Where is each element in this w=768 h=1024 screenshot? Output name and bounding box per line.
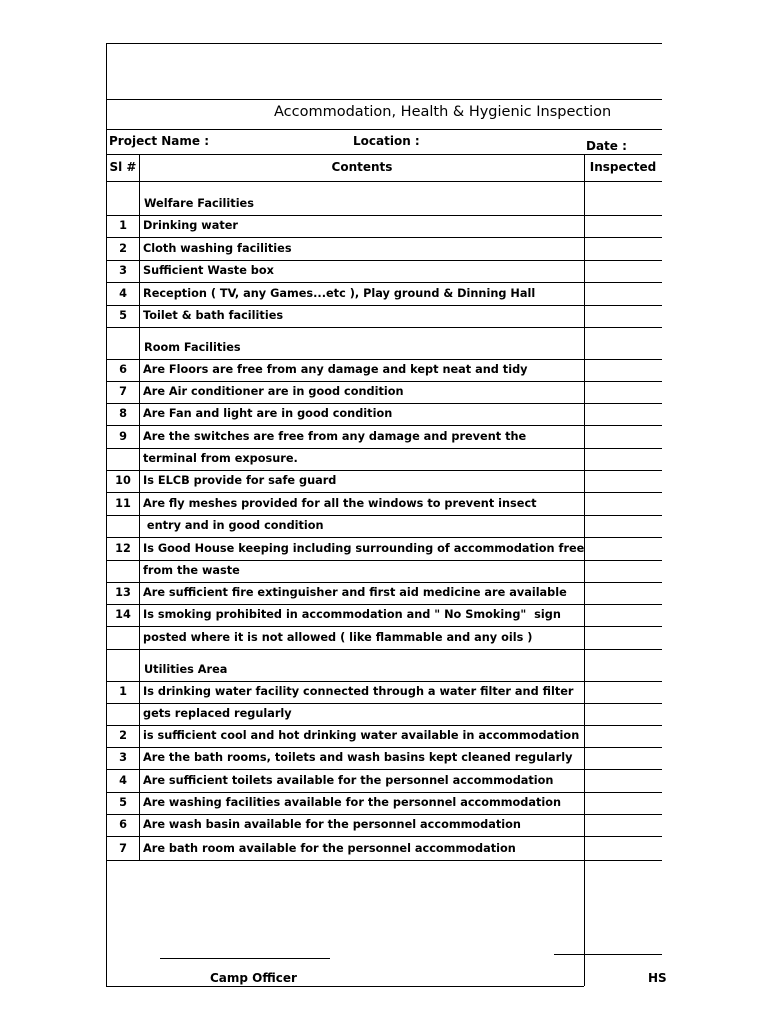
row-content: Are fly meshes provided for all the windows to prevent insect: [143, 497, 537, 510]
row-divider: [106, 448, 662, 449]
row-divider: [106, 792, 662, 793]
contents-column-header: Contents: [331, 160, 393, 174]
inspected-cell[interactable]: [585, 605, 661, 626]
inspected-cell[interactable]: [585, 328, 661, 359]
row-content: Reception ( TV, any Games...etc ), Play ground & Dinning Hall: [143, 287, 536, 300]
row-number: 11: [115, 497, 131, 510]
row-number: 3: [119, 264, 127, 277]
row-divider: [106, 359, 662, 360]
inspected-cell[interactable]: [585, 261, 661, 282]
row-content: Drinking water: [143, 219, 239, 232]
inspected-column-header: Inspected: [589, 160, 657, 174]
inspected-cell[interactable]: [585, 283, 661, 305]
row-content: from the waste: [143, 564, 240, 577]
inspected-cell[interactable]: [585, 627, 661, 649]
inspected-cell[interactable]: [585, 449, 661, 470]
row-content: Are Floors are free from any damage and kept neat and tidy: [143, 363, 528, 376]
row-divider: [106, 725, 662, 726]
row-divider: [106, 769, 662, 770]
table-bottom-line: [106, 860, 662, 861]
row-divider: [106, 470, 662, 471]
row-divider: [106, 515, 662, 516]
row-divider: [106, 215, 662, 216]
row-content: Is ELCB provide for safe guard: [143, 474, 337, 487]
inspected-cell[interactable]: [585, 238, 661, 260]
inspected-cell[interactable]: [585, 538, 661, 560]
row-content: Are washing facilities available for the personnel accommodation: [143, 796, 562, 809]
row-divider: [106, 626, 662, 627]
row-number: 4: [119, 287, 127, 300]
inspected-cell[interactable]: [585, 360, 661, 381]
row-number: 5: [119, 796, 127, 809]
hs-signature-line: [554, 954, 662, 955]
row-content: Are the bath rooms, toilets and wash basins kept cleaned regularly: [143, 751, 573, 764]
header-row-bottom-line: [106, 181, 662, 182]
inspected-cell[interactable]: [585, 382, 661, 403]
row-number: 1: [119, 219, 127, 232]
row-divider: [106, 260, 662, 261]
row-divider: [106, 747, 662, 748]
inspected-cell[interactable]: [585, 216, 661, 237]
inspected-cell[interactable]: [585, 493, 661, 515]
row-divider: [106, 327, 662, 328]
inspected-cell[interactable]: [585, 793, 661, 814]
row-divider: [106, 537, 662, 538]
row-content: posted where it is not allowed ( like flammable and any oils ): [143, 631, 533, 644]
inspected-cell[interactable]: [585, 650, 661, 681]
row-content: Is drinking water facility connected through a water filter and filter: [143, 685, 574, 698]
row-content: terminal from exposure.: [143, 452, 298, 465]
camp-officer-signature-line: [160, 958, 330, 959]
row-divider: [106, 649, 662, 650]
row-divider: [106, 403, 662, 404]
inspected-cell[interactable]: [585, 426, 661, 448]
row-divider: [106, 381, 662, 382]
section-heading: Welfare Facilities: [144, 197, 254, 210]
row-content: gets replaced regularly: [143, 707, 292, 720]
row-number: 6: [119, 818, 127, 831]
inspected-cell[interactable]: [585, 561, 661, 582]
row-content: Is smoking prohibited in accommodation and " No Smoking" sign: [143, 608, 561, 621]
row-content: Toilet & bath facilities: [143, 309, 284, 322]
row-divider: [106, 425, 662, 426]
camp-officer-label: Camp Officer: [210, 971, 297, 985]
row-number: 7: [119, 842, 127, 855]
row-content: Are sufficient fire extinguisher and first aid medicine are available: [143, 586, 567, 599]
section-heading: Room Facilities: [144, 341, 241, 354]
inspected-cell[interactable]: [585, 770, 661, 792]
row-number: 6: [119, 363, 127, 376]
inspected-cell[interactable]: [585, 726, 661, 747]
row-number: 13: [115, 586, 131, 599]
row-content: Are the switches are free from any damage and prevent the: [143, 430, 527, 443]
form-bottom-border: [106, 986, 584, 987]
row-content: is sufficient cool and hot drinking water available in accommodation: [143, 729, 580, 742]
row-number: 5: [119, 309, 127, 322]
form-top-border: [106, 43, 662, 44]
row-number: 4: [119, 774, 127, 787]
row-number: 10: [115, 474, 131, 487]
inspected-cell[interactable]: [585, 682, 661, 703]
row-divider: [106, 492, 662, 493]
inspected-cell[interactable]: [585, 516, 661, 537]
date-label: Date :: [586, 139, 627, 153]
row-number: 2: [119, 242, 127, 255]
row-divider: [106, 703, 662, 704]
row-number: 8: [119, 407, 127, 420]
section-heading: Utilities Area: [144, 663, 228, 676]
project-row-bottom-line: [106, 154, 662, 155]
inspected-cell[interactable]: [585, 837, 661, 860]
row-number: 14: [115, 608, 131, 621]
row-divider: [106, 836, 662, 837]
row-content: Are Fan and light are in good condition: [143, 407, 393, 420]
row-divider: [106, 681, 662, 682]
hs-label: HS: [648, 971, 667, 985]
row-divider: [106, 582, 662, 583]
row-content: Cloth washing facilities: [143, 242, 292, 255]
title-bottom-line: [106, 129, 662, 130]
row-content: Are sufficient toilets available for the personnel accommodation: [143, 774, 554, 787]
inspected-cell[interactable]: [585, 306, 661, 327]
row-content: entry and in good condition: [143, 519, 324, 532]
project-name-label: Project Name :: [109, 134, 209, 148]
row-divider: [106, 237, 662, 238]
row-content: Is Good House keeping including surrounding of accommodation free: [143, 542, 585, 555]
inspected-cell[interactable]: [585, 704, 661, 725]
row-content: Are bath room available for the personnel accommodation: [143, 842, 516, 855]
row-divider: [106, 305, 662, 306]
row-number: 12: [115, 542, 131, 555]
title-top-line: [106, 99, 662, 100]
row-number: 3: [119, 751, 127, 764]
inspected-cell[interactable]: [585, 748, 661, 769]
inspected-cell[interactable]: [585, 815, 661, 836]
inspected-cell[interactable]: [585, 404, 661, 425]
form-title: Accommodation, Health & Hygienic Inspection: [274, 104, 612, 120]
row-divider: [106, 814, 662, 815]
row-divider: [106, 604, 662, 605]
row-number: 7: [119, 385, 127, 398]
inspected-cell[interactable]: [585, 182, 661, 215]
row-content: Are Air conditioner are in good condition: [143, 385, 404, 398]
row-divider: [106, 282, 662, 283]
row-content: Are wash basin available for the personnel accommodation: [143, 818, 521, 831]
location-label: Location :: [353, 134, 420, 148]
inspected-cell[interactable]: [585, 471, 661, 492]
row-content: Sufficient Waste box: [143, 264, 274, 277]
row-number: 1: [119, 685, 127, 698]
row-divider: [106, 560, 662, 561]
inspected-cell[interactable]: [585, 583, 661, 604]
row-number: 2: [119, 729, 127, 742]
sl-column-header: Sl #: [109, 160, 137, 174]
row-number: 9: [119, 430, 127, 443]
